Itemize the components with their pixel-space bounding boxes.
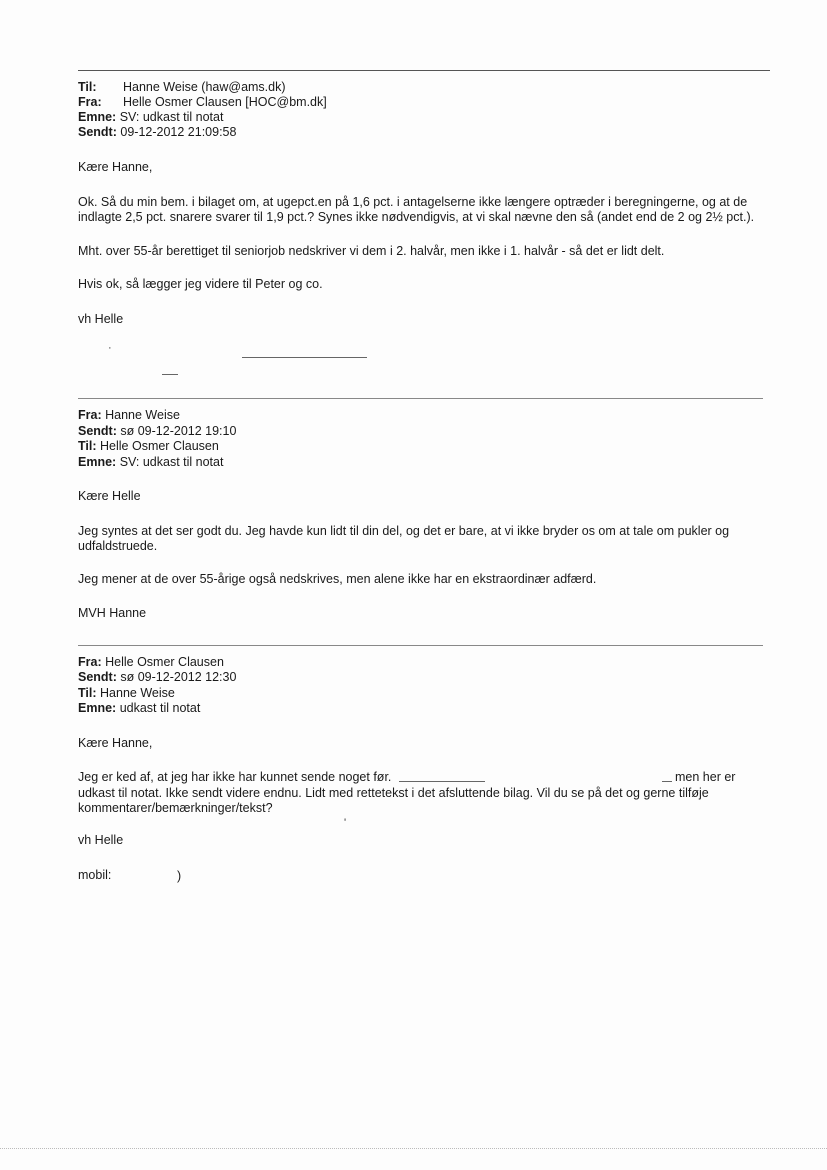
email2-sent-value: sø 09-12-2012 19:10 [120,424,237,438]
email2-subject-label: Emne: [78,455,117,469]
email2-sent-label: Sendt: [78,424,117,438]
email1-subject-value: SV: udkast til notat [119,110,224,124]
email1-greeting: Kære Hanne, [78,160,153,174]
email3-sent-label: Sendt: [78,670,117,684]
email2-para2: Jeg mener at de over 55-årige også nedskrives, men alene ikke har en ekstraordinær adfærd. [78,572,597,586]
email2-signoff: MVH Hanne [78,606,147,620]
email1-para3: Hvis ok, så lægger jeg videre til Peter og co. [78,277,323,291]
email2-to-value: Helle Osmer Clausen [100,439,219,453]
email2-para1-line1: Jeg syntes at det ser godt du. Jeg havde kun lidt til din del, og det er bare, at vi ikke bryder os om at tale om pukler og [78,524,730,538]
email3-from-value: Helle Osmer Clausen [105,655,224,669]
email2-to-row [78,439,219,454]
email3-subject-value: udkast til notat [119,701,201,715]
email1-to-value: Hanne Weise (haw@ams.dk) [123,80,286,94]
email1-sent-row [78,125,236,140]
email3-subject-row [78,701,200,716]
email3-sent-row [78,670,236,685]
email3-mobile-paren: ) [177,869,182,883]
email1-sent-label: Sendt: [78,125,117,139]
email3-greeting: Kære Hanne, [78,736,153,750]
email3-para1-line2: udkast til notat. Ikke sendt videre endnu. Lidt med rettetekst i det afsluttende bilag. Vil du se på det og gerne tilføje [78,786,709,800]
email1-signoff: vh Helle [78,312,124,326]
email3-separator [78,645,763,646]
email3-para1-line1-start: Jeg er ked af, at jeg har ikke har kunnet sende noget før. [78,770,392,784]
email1-para1-line1: Ok. Så du min bem. i bilaget om, at ugepct.en på 1,6 pct. i antagelserne ikke længere optræder i beregningerne, og at de [78,195,748,209]
email2-sent-row [78,424,236,439]
email3-para1-line1-end: men her er [675,770,736,784]
email3-para1-line3: kommentarer/bemærkninger/tekst? [78,801,273,815]
email2-to-label: Til: [78,439,97,453]
email1-subject-label: Emne: [78,110,117,124]
email1-para2: Mht. over 55-år berettiget til seniorjob nedskriver vi dem i 2. halvår, men ikke i 1. halvår - så det er lidt delt. [78,244,665,258]
email2-subject-value: SV: udkast til notat [119,455,224,469]
email1-from-row [78,95,327,110]
email3-signoff: vh Helle [78,833,124,847]
email1-sent-value: 09-12-2012 21:09:58 [120,125,237,139]
email3-from-row [78,655,224,670]
email3-to-row [78,686,175,701]
scan-dot: · [108,342,112,354]
email2-from-label: Fra: [78,408,102,422]
email1-from-label: Fra: [78,95,102,109]
email3-to-value: Hanne Weise [100,686,175,700]
email2-para1-line2: udfaldstruede. [78,539,158,553]
email3-mobile-label: mobil: [78,868,112,882]
email2-subject-row [78,455,223,470]
redaction-underline [399,781,485,782]
scan-line-artifact [242,357,367,358]
email2-greeting: Kære Helle [78,489,141,503]
email2-from-value: Hanne Weise [105,408,180,422]
email1-to-row [78,80,286,95]
email3-sent-value: sø 09-12-2012 12:30 [120,670,237,684]
email3-to-label: Til: [78,686,97,700]
email1-to-label: Til: [78,80,97,94]
email3-subject-label: Emne: [78,701,117,715]
scan-comma: ' [344,817,347,829]
email2-from-row [78,408,180,423]
scan-bottom-edge [0,1148,827,1149]
email3-from-label: Fra: [78,655,102,669]
scan-dash-artifact [162,374,178,375]
email2-separator [78,398,763,399]
email1-subject-row [78,110,223,125]
email1-from-value: Helle Osmer Clausen [HOC@bm.dk] [123,95,327,109]
redaction-tick [662,781,672,782]
email1-para1-line2: indlagte 2,5 pct. snarere svarer til 1,9 pct.? Synes ikke nødvendigvis, at vi skal nævne den så (andet end de 2 og 2½ pct.). [78,210,755,224]
top-separator [78,70,770,71]
